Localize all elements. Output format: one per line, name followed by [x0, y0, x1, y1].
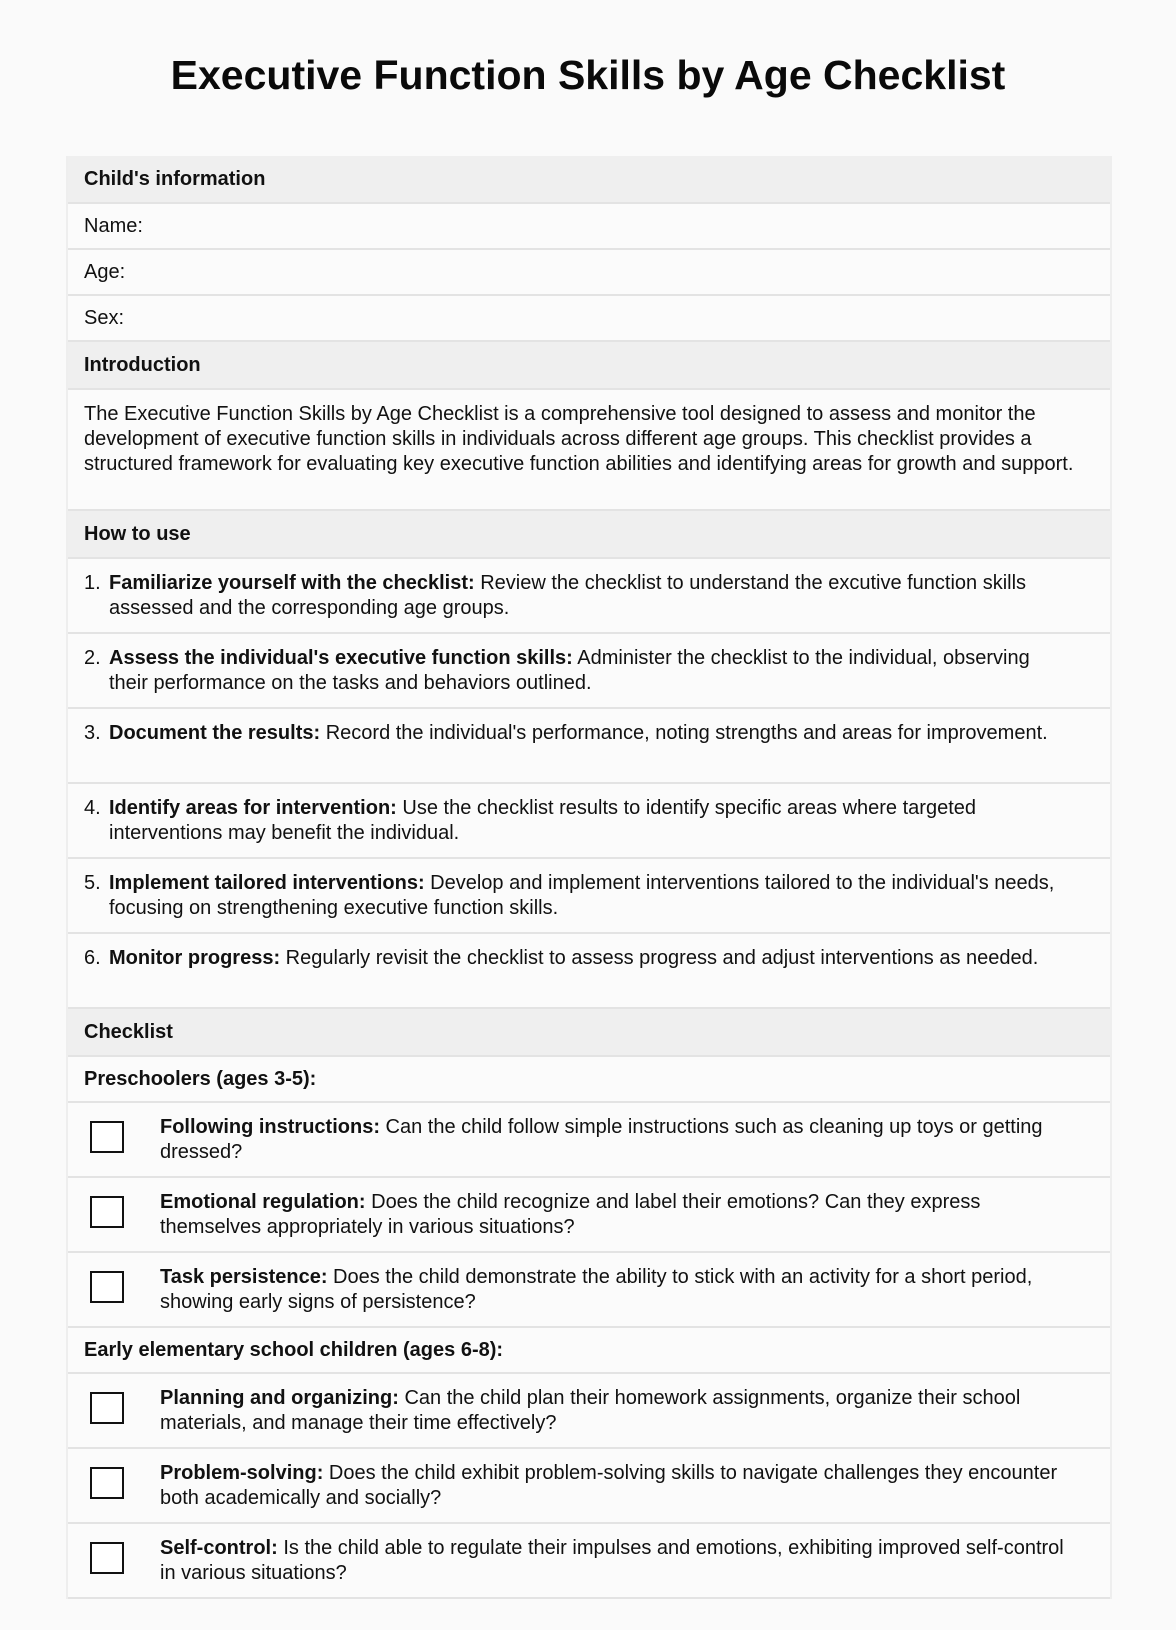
step-number: 5.: [84, 872, 101, 894]
checkbox[interactable]: [90, 1121, 124, 1153]
section-header-child-info: Child's information: [68, 156, 1110, 204]
item-text: Can the child follow simple instructions such as cleaning up toys or getting dressed?: [160, 1116, 1043, 1163]
checkbox[interactable]: [90, 1271, 124, 1303]
item-title: Task persistence:: [160, 1266, 328, 1288]
item-text: Is the child able to regulate their impulses and emotions, exhibiting improved self-control in various situations?: [160, 1537, 1064, 1584]
section-header-how-to-use: How to use: [68, 511, 1110, 559]
age-field[interactable]: Age:: [68, 250, 1110, 296]
checklist-item: [68, 1374, 1110, 1449]
step-text: Develop and implement interventions tailored to the individual's needs, focusing on strengthening executive function skills.: [109, 872, 1055, 919]
checkbox[interactable]: [90, 1196, 124, 1228]
checkbox[interactable]: [90, 1467, 124, 1499]
item-text: Does the child exhibit problem-solving skills to navigate challenges they encounter both academically and socially?: [160, 1462, 1058, 1509]
introduction-paragraph: The Executive Function Skills by Age Checklist is a comprehensive tool designed to assess and monitor the development of executive function skills in individuals across different age groups. This checklist provides a structured framework for evaluating key executive function abilities and identifying areas for growth and support.: [84, 403, 1074, 475]
step-number: 1.: [84, 572, 101, 594]
introduction-text: [68, 390, 1110, 511]
item-title: Problem-solving:: [160, 1462, 324, 1484]
age-group-header: Preschoolers (ages 3-5):: [68, 1057, 1110, 1103]
checklist-form: [66, 156, 1112, 1599]
checkbox[interactable]: [90, 1392, 124, 1424]
step-item: [68, 859, 1110, 934]
item-text: Can the child plan their homework assignments, organize their school materials, and manage their time effectively?: [160, 1387, 1021, 1434]
item-title: Emotional regulation:: [160, 1191, 366, 1213]
checklist-item: [68, 1253, 1110, 1328]
step-number: 4.: [84, 797, 101, 819]
step-title: Identify areas for intervention:: [109, 797, 397, 819]
page-title: Executive Function Skills by Age Checklist: [170, 52, 1006, 98]
step-title: Document the results:: [109, 722, 321, 744]
step-item: [68, 784, 1110, 859]
step-item: [68, 709, 1110, 784]
sex-field[interactable]: Sex:: [68, 296, 1110, 342]
step-title: Assess the individual's executive function skills:: [109, 647, 573, 669]
item-text: Does the child recognize and label their emotions? Can they express themselves appropriately in various situations?: [160, 1191, 981, 1238]
step-text: Administer the checklist to the individual, observing their performance on the tasks and behaviors outlined.: [109, 647, 1030, 694]
step-number: 2.: [84, 647, 101, 669]
checklist-item: [68, 1524, 1110, 1599]
section-header-introduction: Introduction: [68, 342, 1110, 390]
checklist-item: [68, 1178, 1110, 1253]
checklist-item: [68, 1449, 1110, 1524]
step-text: Use the checklist results to identify specific areas where targeted interventions may benefit the individual.: [109, 797, 977, 844]
item-title: Self-control:: [160, 1537, 278, 1559]
item-text: Does the child demonstrate the ability to stick with an activity for a short period, showing early signs of persistence?: [160, 1266, 1033, 1313]
step-text: Review the checklist to understand the excutive function skills assessed and the corresponding age groups.: [109, 572, 1027, 619]
step-item: [68, 934, 1110, 1009]
step-number: 3.: [84, 722, 101, 744]
step-title: Implement tailored interventions:: [109, 872, 425, 894]
checklist-item: [68, 1103, 1110, 1178]
step-title: Familiarize yourself with the checklist:: [109, 572, 475, 594]
step-item: [68, 634, 1110, 709]
step-title: Monitor progress:: [109, 947, 281, 969]
age-group-header: Early elementary school children (ages 6-8):: [68, 1328, 1110, 1374]
item-title: Following instructions:: [160, 1116, 380, 1138]
section-header-checklist: Checklist: [68, 1009, 1110, 1057]
step-text: Regularly revisit the checklist to assess progress and adjust interventions as needed.: [280, 947, 1039, 969]
item-title: Planning and organizing:: [160, 1387, 399, 1409]
checkbox[interactable]: [90, 1542, 124, 1574]
name-field[interactable]: Name:: [68, 204, 1110, 250]
step-number: 6.: [84, 947, 101, 969]
step-item: [68, 559, 1110, 634]
step-text: Record the individual's performance, noting strengths and areas for improvement.: [320, 722, 1048, 744]
